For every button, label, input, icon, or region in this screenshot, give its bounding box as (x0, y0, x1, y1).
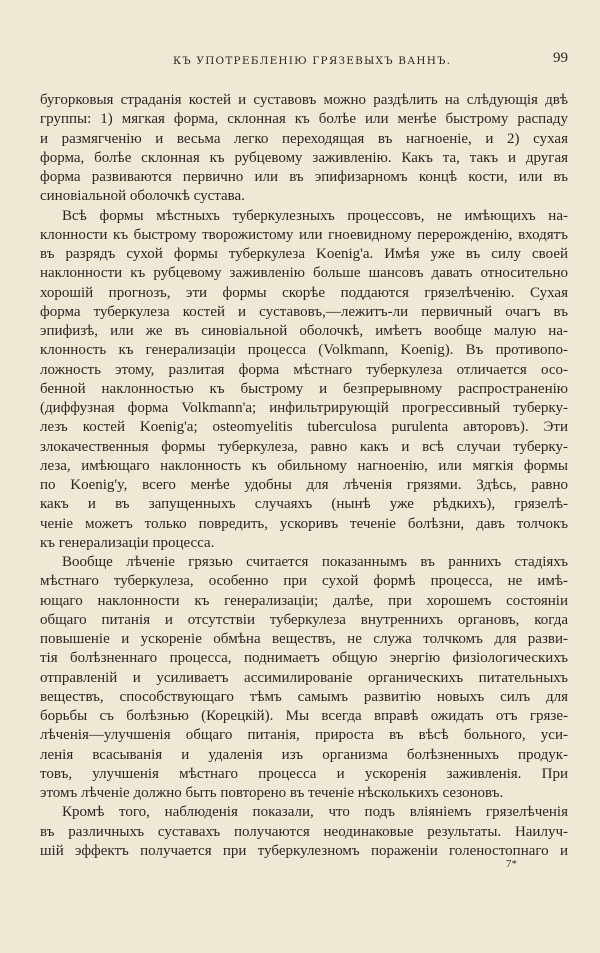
text-line (40, 823, 568, 842)
running-title: КЪ УПОТРЕБЛЕНІЮ ГРЯЗЕВЫХЪ ВАННЪ. (173, 55, 452, 67)
paragraph (40, 803, 568, 861)
text-line-content: леза, имѣющаго наклонность къ обильному нагноенію, или мягкія формы (40, 457, 568, 474)
text-line-content: бугорковыя страданія костей и суставовъ можно раздѣлить на слѣдующія двѣ (40, 92, 568, 108)
text-line (40, 303, 568, 322)
body-text (40, 91, 568, 861)
text-line-content: (диффузная форма Volkmann'a; инфильтрирующій прогрессивный туберку- (40, 400, 568, 416)
text-line (40, 592, 568, 611)
text-line (40, 457, 568, 476)
text-line-content: синовіальной оболочкѣ сустава. (40, 188, 245, 205)
text-line (40, 438, 568, 457)
text-line-content: этомъ лѣченіе должно быть повторено въ теченіе нѣсколькихъ сезоновъ. (40, 785, 504, 801)
text-line (40, 341, 568, 360)
text-line (40, 842, 568, 861)
text-line (40, 476, 568, 495)
text-line (40, 284, 568, 303)
page-number: 99 (553, 50, 568, 66)
text-line (40, 149, 568, 168)
text-line-content: злокачественныя формы туберкулеза, равно какъ и всѣ случаи туберку- (40, 438, 568, 455)
text-line (40, 630, 568, 649)
text-line-content: и размягченію и весьма легко переходящая въ нагноеніе, и 2) сухая (40, 130, 568, 147)
text-line-content: къ генерализаціи процесса. (40, 534, 215, 551)
text-line (40, 187, 568, 206)
text-line-content: эпифизѣ, или же въ синовіальной оболочкѣ, имѣетъ вообще малую на- (40, 323, 568, 339)
text-line (40, 726, 568, 745)
text-line-content: мѣстнаго туберкулеза, особенно при сухой формѣ процесса, не имѣ- (40, 573, 568, 590)
text-line (40, 418, 568, 437)
text-line (40, 515, 568, 534)
text-line-content: наклонности къ рубцевому заживленію больше шансовъ давать относительно (40, 265, 568, 282)
text-line-content: ющаго наклонности къ генерализаціи; далѣе, при хорошемъ состояніи (40, 592, 568, 609)
text-line-content: форма туберкулеза костей и суставовъ,—лежитъ-ли первичный очагъ въ (40, 303, 568, 320)
paragraph (40, 207, 568, 554)
text-line (40, 91, 568, 110)
text-line-content: клонности къ быстрому творожистому или гноевидному перерожденію, входятъ (40, 226, 568, 243)
text-line (40, 649, 568, 668)
text-line-content: въ различныхъ суставахъ получаются неодинаковые результаты. Наилуч- (40, 823, 568, 840)
text-line-content: хорошій прогнозъ, эти формы скорѣе поддаются грязелѣченію. Сухая (40, 284, 568, 301)
text-line-content: веществъ, способствующаго тѣмъ самымъ развитію новыхъ силъ для (40, 688, 568, 705)
text-line-content: клонность къ генерализаціи процесса (Volkmann, Koenig). Въ противопо- (40, 342, 568, 359)
text-line-content: ложность этому, разлитая форма мѣстнаго туберкулеза отличается осо- (40, 361, 568, 378)
text-line (40, 207, 568, 226)
text-line-content: борьбы съ болѣзнью (Корецкій). Мы всегда вправѣ ожидать отъ грязе- (40, 708, 568, 724)
text-line (40, 669, 568, 688)
text-line-content: ченіе можетъ только повредить, ускоривъ теченіе болѣзни, давъ толчокъ (40, 515, 568, 532)
text-line (40, 168, 568, 187)
text-line-content: бенной наклонностью къ быстрому и безпрерывному распространенію (40, 380, 568, 397)
text-line-content: въ разрядъ сухой формы туберкулеза Koenig'a. Имѣя уже въ силу своей (40, 246, 568, 262)
text-line (40, 784, 568, 803)
text-line-content: Вообще лѣченіе грязью считается показаннымъ въ раннихъ стадіяхъ (62, 554, 568, 570)
text-line-content: Кромѣ того, наблюденія показали, что подъ вліяніемъ грязелѣченія (62, 804, 568, 821)
text-line (40, 245, 568, 264)
text-line-content: повышеніе и ускореніе обмѣна веществъ, не служа толчкомъ для разви- (40, 631, 568, 647)
text-line (40, 110, 568, 129)
text-line-content: общаго питанія и отсутствіи туберкулеза внутреннихъ органовъ, когда (40, 611, 568, 628)
text-line (40, 746, 568, 765)
text-line (40, 572, 568, 591)
text-line (40, 361, 568, 380)
text-line-content: лезъ костей Koenig'a; osteomyelitis tuberculosa purulenta авторовъ). Эти (40, 419, 568, 436)
text-line (40, 264, 568, 283)
text-line-content: тія болѣзненнаго процесса, поднимаетъ общую энергію физіологическихъ (40, 650, 568, 667)
text-line (40, 803, 568, 822)
signature-mark: 7* (506, 858, 517, 870)
text-line (40, 399, 568, 418)
text-line-content: лѣченія—улучшенія общаго питанія, прироста въ вѣсѣ больного, уси- (40, 727, 568, 744)
text-line-content: ленія всасыванія и удаленія изъ организма болѣзненныхъ продук- (40, 746, 568, 763)
text-line-content: форма развиваются первично или въ эпифизарномъ концѣ кости, или въ (40, 169, 568, 185)
text-line-content: форма, болѣе склонная къ рубцевому заживленію. Какъ та, такъ и другая (40, 149, 568, 166)
text-line (40, 130, 568, 149)
paragraph (40, 91, 568, 207)
text-line-content: шій эффектъ получается при туберкулезномъ пораженіи голеностопнаго и (40, 842, 568, 859)
text-line (40, 553, 568, 572)
text-line (40, 688, 568, 707)
text-line-content: какъ и въ запущенныхъ случаяхъ (нынѣ уже рѣдкихъ), грязелѣ- (40, 496, 568, 513)
text-line-content: Всѣ формы мѣстныхъ туберкулезныхъ процессовъ, не имѣющихъ на- (62, 207, 568, 224)
text-line (40, 226, 568, 245)
text-line (40, 322, 568, 341)
text-line-content: отправленій и усиливаетъ ассимилированіе органическихъ питательныхъ (40, 669, 568, 686)
text-line (40, 380, 568, 399)
text-line (40, 707, 568, 726)
text-line-content: товъ, улучшенія мѣстнаго процесса и ускоренія заживленія. При (40, 765, 568, 782)
text-line (40, 495, 568, 514)
running-header (40, 50, 568, 70)
paragraph (40, 553, 568, 803)
text-line-content: группы: 1) мягкая форма, склонная къ болѣе или менѣе быстрому распаду (40, 111, 568, 128)
text-line (40, 611, 568, 630)
text-line (40, 534, 568, 553)
text-line-content: по Koenig'y, всего менѣе удобны для лѣченія грязями. Здѣсь, равно (40, 477, 568, 493)
text-line (40, 765, 568, 784)
